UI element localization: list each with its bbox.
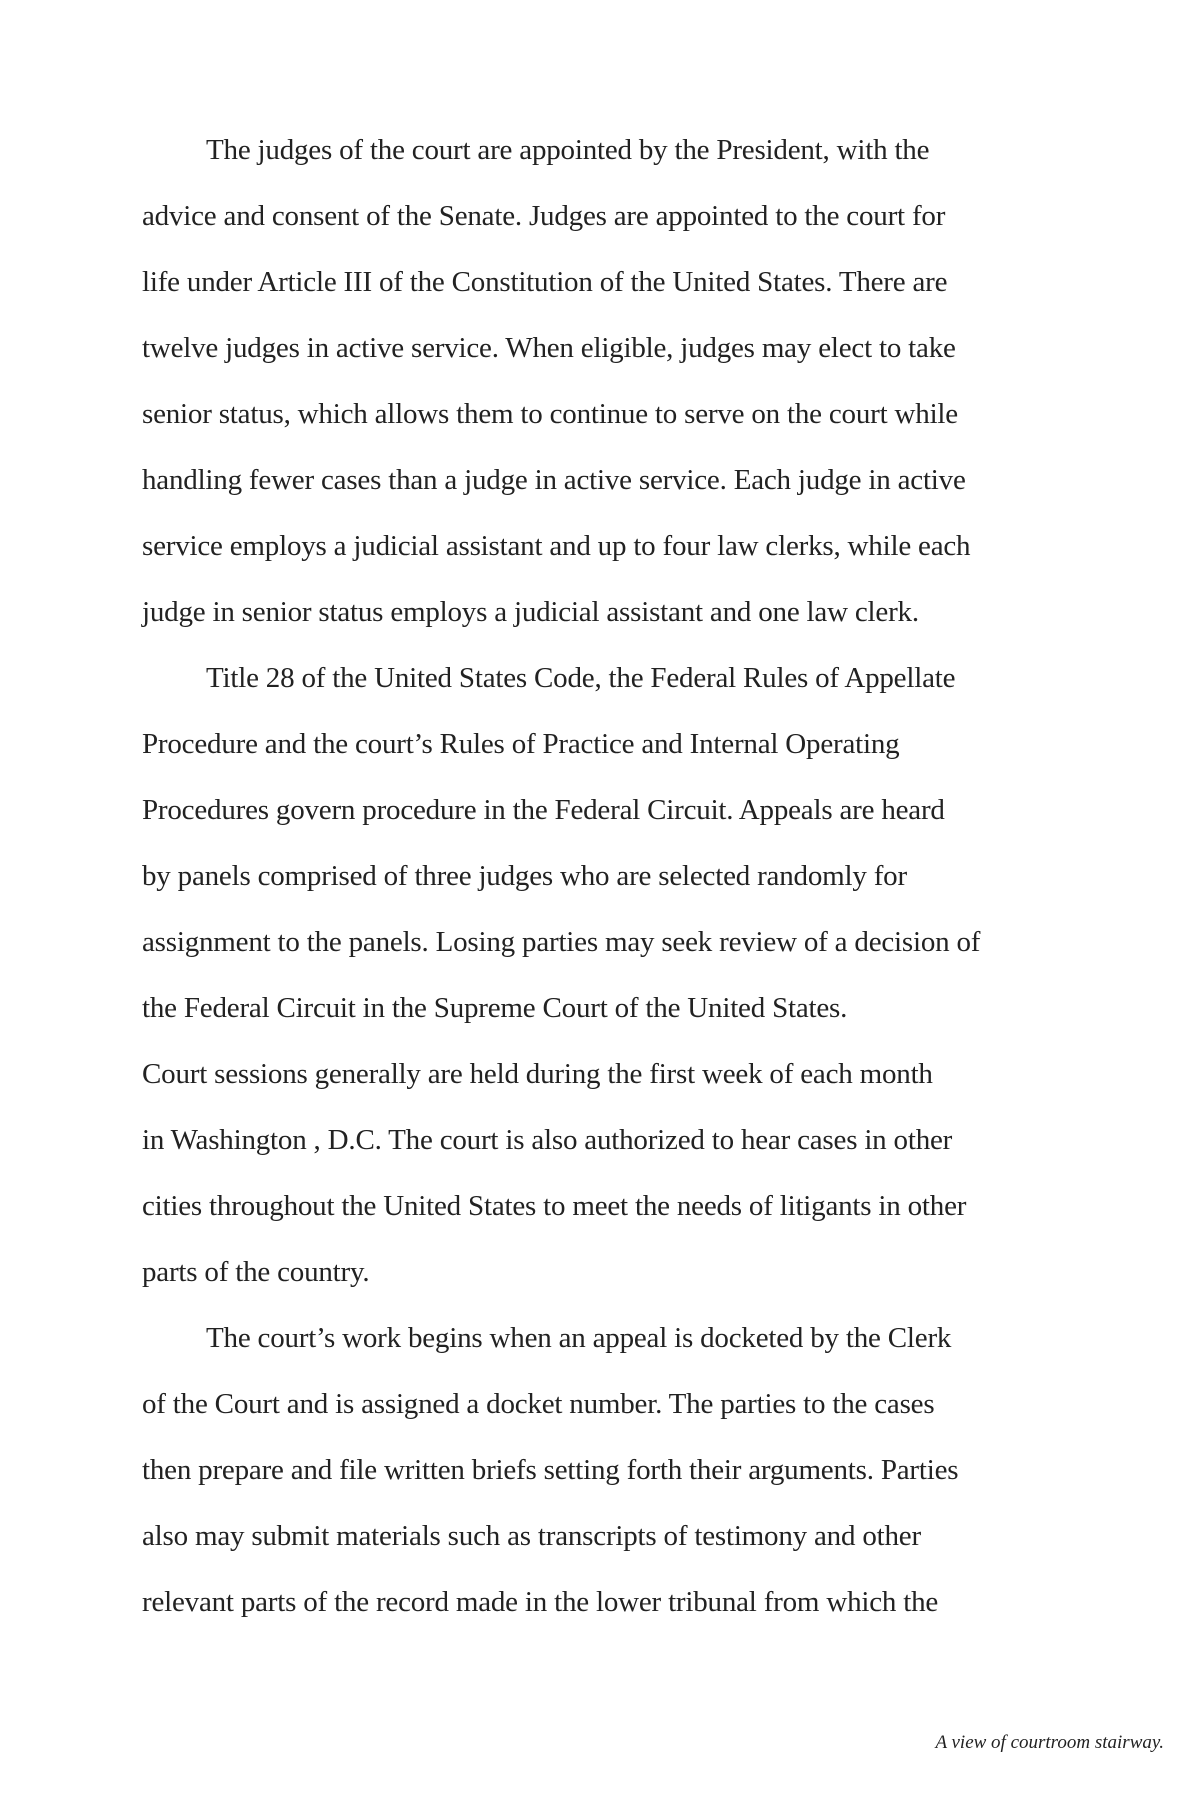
text-line: Procedure and the court’s Rules of Practice and Internal Operating: [142, 728, 900, 760]
photo-caption: A view of courtroom stairway.: [935, 1732, 1164, 1753]
text-line: Procedures govern procedure in the Federal Circuit. Appeals are heard: [142, 794, 945, 826]
body-text: [142, 117, 1102, 1635]
text-line: relevant parts of the record made in the lower tribunal from which the: [142, 1586, 939, 1618]
text-line: assignment to the panels. Losing parties may seek review of a decision of: [142, 926, 981, 958]
text-line: twelve judges in active service. When eligible, judges may elect to take: [142, 332, 956, 364]
text-line: judge in senior status employs a judicial assistant and one law clerk.: [142, 596, 919, 628]
text-line: The judges of the court are appointed by the President, with the: [206, 134, 930, 166]
text-line: also may submit materials such as transcripts of testimony and other: [142, 1520, 921, 1552]
text-line: in Washington , D.C. The court is also authorized to hear cases in other: [142, 1124, 953, 1156]
text-line: senior status, which allows them to continue to serve on the court while: [142, 398, 958, 430]
text-line: life under Article III of the Constitution of the United States. There are: [142, 266, 948, 298]
text-line: Court sessions generally are held during the first week of each month: [142, 1058, 933, 1090]
text-line: Title 28 of the United States Code, the Federal Rules of Appellate: [206, 662, 956, 694]
text-line: advice and consent of the Senate. Judges are appointed to the court for: [142, 200, 946, 232]
text-line: of the Court and is assigned a docket number. The parties to the cases: [142, 1388, 935, 1420]
text-line: by panels comprised of three judges who are selected randomly for: [142, 860, 907, 892]
text-line: then prepare and file written briefs setting forth their arguments. Parties: [142, 1454, 959, 1486]
text-line: handling fewer cases than a judge in active service. Each judge in active: [142, 464, 966, 496]
text-line: cities throughout the United States to meet the needs of litigants in other: [142, 1190, 967, 1222]
text-line: parts of the country.: [142, 1256, 370, 1288]
text-line: service employs a judicial assistant and up to four law clerks, while each: [142, 530, 971, 562]
text-line: the Federal Circuit in the Supreme Court of the United States.: [142, 992, 848, 1024]
text-line: The court’s work begins when an appeal is docketed by the Clerk: [206, 1322, 952, 1354]
